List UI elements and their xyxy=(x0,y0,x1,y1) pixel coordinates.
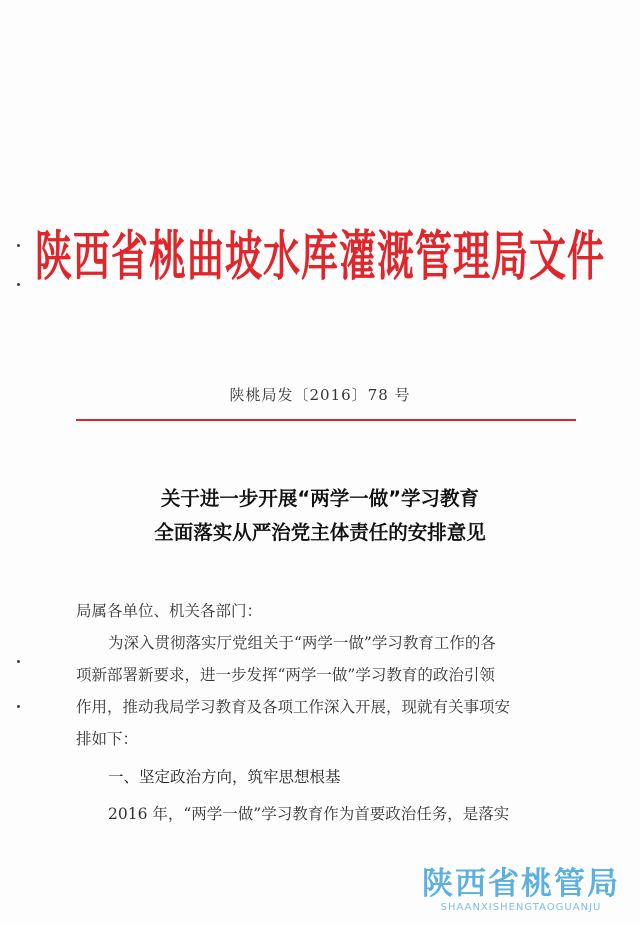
paragraph-1-line-2: 项新部署新要求，进一步发挥“两学一做”学习教育的政治引领 xyxy=(76,666,495,684)
watermark-chinese: 陕西省桃管局 xyxy=(422,866,620,902)
section-heading-1: 一、坚定政治方向，筑牢思想根基 xyxy=(108,768,341,786)
document-title-line-1: 关于进一步开展“两学一做”学习教育 xyxy=(160,487,480,510)
document-number: 陕桃局发〔2016〕78 号 xyxy=(229,386,411,404)
margin-dot xyxy=(17,660,20,663)
salutation: 局属各单位、机关各部门： xyxy=(76,602,263,620)
document-title-line-2: 全面落实从严治党主体责任的安排意见 xyxy=(154,521,486,544)
paragraph-1-line-3: 作用，推动我局学习教育及各项工作深入开展，现就有关事项安 xyxy=(76,698,511,716)
margin-dot xyxy=(17,705,20,708)
paragraph-1-line-1: 为深入贯彻落实厅党组关于“两学一做”学习教育工作的各 xyxy=(108,634,496,652)
watermark-logo xyxy=(416,858,626,913)
paragraph-2-line-1: 2016 年，“两学一做”学习教育作为首要政治任务，是落实 xyxy=(108,805,510,823)
watermark-pinyin: SHAANXISHENGTAOGUANJU xyxy=(440,902,602,913)
paragraph-1-line-4: 排如下： xyxy=(76,730,139,748)
document-header: 陕西省桃曲坡水库灌溉管理局文件 xyxy=(35,225,605,288)
red-divider xyxy=(76,419,576,421)
